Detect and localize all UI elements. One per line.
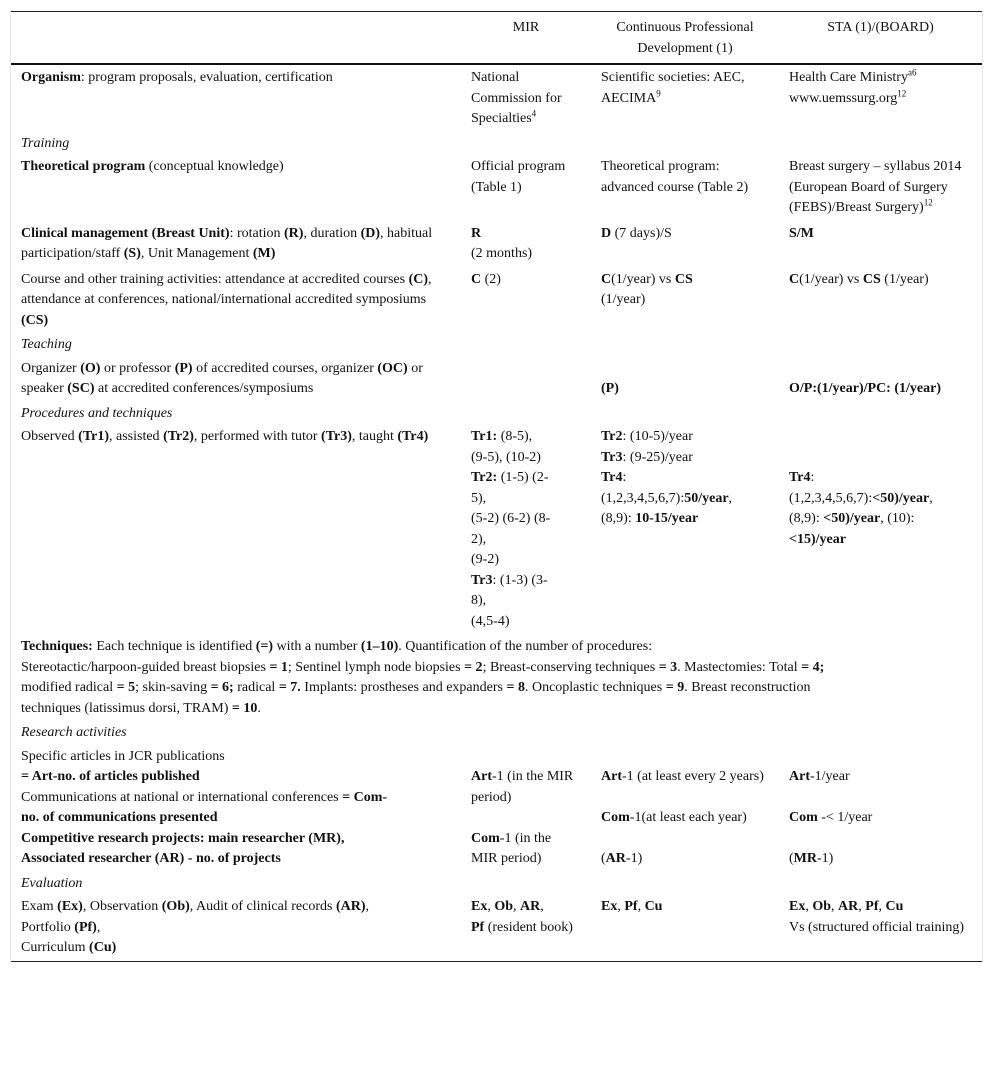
text: , [831, 899, 839, 914]
bold-text: AR [605, 851, 626, 866]
bold-text: O/P:(1/year)/PC: (1/year) [789, 381, 941, 396]
cell-criterion [11, 424, 461, 634]
bold-text: (O) [80, 360, 101, 376]
table-row [11, 744, 982, 872]
section-heading: Teaching [21, 337, 72, 352]
text: , Audit of clinical records [189, 899, 336, 914]
cell-cpd [591, 744, 779, 872]
bold-text: (R) [284, 225, 304, 241]
cell-criterion [11, 356, 461, 402]
text: , [513, 899, 521, 914]
text: Scientific societies: AEC, AECIMA [601, 70, 745, 106]
table-row [11, 64, 982, 132]
bold-text: <50)/year [823, 511, 881, 526]
bold-text: Com [601, 810, 630, 825]
text: Implants: prostheses and expanders [300, 680, 507, 695]
cell-mir [461, 221, 591, 267]
bold-text: Tr4 [789, 470, 811, 485]
training-comparison-table [11, 11, 982, 962]
text: (conceptual knowledge) [145, 159, 284, 174]
text: radical [233, 680, 279, 695]
bold-text: Tr1: [471, 429, 498, 444]
text: with a number [273, 639, 361, 654]
text: : (10-5)/year [622, 429, 693, 444]
cell-cpd [591, 221, 779, 267]
bold-text: = 9 [665, 680, 685, 695]
table-header-row [11, 12, 982, 65]
bold-text: CS [674, 271, 693, 287]
comparison-table-container [10, 11, 983, 962]
text: (1/year) vs [799, 271, 863, 287]
cell-cpd [591, 894, 779, 961]
bold-text: Art [471, 769, 492, 784]
header-mir: MIR [461, 12, 591, 65]
reference-superscript: a6 [907, 67, 917, 78]
table-row [11, 424, 982, 634]
bold-text: (S) [123, 246, 141, 261]
text: -1 (in the MIR period) [471, 830, 552, 866]
bold-text: Ob [812, 899, 832, 914]
section-heading-row [11, 333, 982, 356]
text: . Breast reconstruction techniques (latissimus dorsi, TRAM) [21, 680, 811, 716]
bold-text: Ex [601, 899, 618, 914]
text: National Commission for Specialties [471, 70, 562, 126]
text: Theoretical program: advanced course (Table 2) [601, 159, 749, 195]
cell-criterion [11, 744, 461, 872]
cell-criterion [11, 267, 461, 334]
text: , [540, 899, 544, 914]
bold-text: Techniques: [21, 639, 93, 654]
bold-text: Ob [494, 899, 514, 914]
text: -1) [625, 851, 643, 866]
text: : (1,2,3,4,5,6,7): [789, 470, 873, 506]
text: , [858, 899, 866, 914]
text: Each technique is identified [92, 639, 256, 654]
text: (resident book) [484, 919, 573, 935]
bold-text: (P) [601, 381, 619, 396]
bold-text: MR [793, 851, 817, 866]
cell-criterion [11, 154, 461, 221]
text: Breast surgery – syllabus 2014 (European Board of Surgery (FEBS)/Breast Surgery) [789, 159, 962, 215]
section-heading: Procedures and techniques [21, 405, 173, 421]
bold-text: Ex [789, 899, 806, 914]
bold-text: Tr3 [471, 572, 493, 588]
bold-text: (Tr2) [163, 429, 194, 444]
bold-text: (C) [408, 271, 429, 287]
bold-text: AR [838, 899, 859, 914]
text: , [637, 899, 645, 914]
text: (8-5), (9-5), (10-2) [471, 429, 541, 465]
cell-criterion [11, 64, 461, 132]
bold-text: Organism [21, 70, 81, 85]
bold-text: (1–10) [360, 639, 399, 654]
text: or professor [100, 360, 175, 376]
text: . Mastectomies: Total [677, 659, 802, 675]
table-row [11, 894, 982, 961]
bold-text: = 2 [464, 659, 483, 675]
bold-text: (D) [360, 225, 381, 241]
text: (2 months) [471, 246, 533, 261]
bold-text: R [471, 225, 482, 241]
text: , (8,9): [601, 490, 733, 526]
text: Exam [21, 899, 58, 914]
reference-superscript: 12 [923, 197, 933, 208]
bold-text: (M) [252, 246, 276, 261]
text: ; skin-saving [135, 680, 211, 695]
text: , taught [351, 429, 398, 444]
text: : program proposals, evaluation, certification [80, 70, 333, 85]
section-heading: Training [21, 135, 70, 151]
text: or speaker [21, 360, 423, 396]
text: -1(at least each year) ( [601, 810, 747, 866]
bold-text: Theoretical program [21, 159, 146, 174]
text: ; Breast-conserving techniques [482, 659, 659, 675]
text: , performed with tutor [193, 429, 322, 444]
cell-mir [461, 64, 591, 132]
text: (1/year) vs [611, 271, 675, 287]
section-heading-row [11, 721, 982, 744]
bold-text: = 10 [231, 700, 258, 716]
bold-text: = Art-no. of articles published [21, 769, 200, 784]
cell-mir [461, 154, 591, 221]
cell-sta-board [779, 744, 982, 872]
bold-text: = Com- no. of communications presented [21, 789, 388, 825]
text: Specific articles in JCR publications [21, 748, 225, 764]
bold-text: (Tr1) [78, 429, 109, 444]
text: modified radical [21, 680, 114, 695]
cell-sta-board [779, 894, 982, 961]
bold-text: (SC) [67, 381, 95, 396]
cell-sta-board [779, 64, 982, 132]
text: , (8,9): [789, 490, 933, 526]
bold-text: Tr2: [471, 470, 498, 485]
bold-text: <15)/year [789, 531, 846, 547]
text: , Portfolio [21, 899, 369, 935]
section-heading: Research activities [21, 725, 127, 740]
text: ; Sentinel lymph node biopsies [287, 659, 465, 675]
text: at accredited conferences/symposiums [94, 381, 314, 396]
text: , Observation [82, 899, 162, 914]
cell-sta-board [779, 424, 982, 634]
text: . [257, 700, 261, 716]
text: , [805, 899, 813, 914]
section-heading: Evaluation [21, 875, 83, 891]
cell-cpd [591, 424, 779, 634]
section-heading-row [11, 872, 982, 895]
bold-text: C [789, 271, 800, 287]
text: , Curriculum [21, 919, 101, 955]
text: Organizer [21, 360, 81, 376]
bold-text: Tr3 [601, 449, 623, 465]
bold-text: = 5 [116, 680, 136, 695]
bold-text: Pf [624, 899, 638, 914]
text: Communications at national or international conferences [21, 789, 339, 805]
bold-text: Cu [885, 899, 904, 914]
text: Observed [21, 429, 79, 444]
text: : (1,2,3,4,5,6,7): [601, 470, 685, 506]
bold-text: = 6; [210, 680, 234, 695]
cell-sta-board [779, 356, 982, 402]
cell-mir [461, 894, 591, 961]
table-row [11, 267, 982, 334]
header-cpd: Continuous Professional Development (1) [591, 12, 779, 65]
reference-superscript: 4 [531, 108, 537, 119]
text: Course and other training activities: attendance at accredited courses [21, 271, 409, 287]
bold-text: = 8 [506, 680, 525, 695]
cell-cpd [591, 267, 779, 334]
text: Health Care Ministry [789, 70, 908, 85]
text: : (1-3) (3- 8), (4,5-4) [471, 572, 548, 629]
bold-text: (P) [174, 360, 193, 376]
bold-text: = 7. [278, 680, 301, 695]
text: (1-5) (2- 5), (5-2) (6-2) (8- 2), (9-2) [471, 470, 551, 567]
bold-text: 10-15/year [635, 511, 699, 526]
text: , [487, 899, 495, 914]
text: , attendance at conferences, national/international accredited symposiums [21, 271, 432, 307]
bold-text: (Cu) [89, 940, 117, 955]
text: , habitual participation/staff [21, 225, 433, 261]
bold-text: (Ex) [57, 899, 83, 914]
cell-mir [461, 356, 591, 402]
bold-text: 50/year [684, 490, 729, 506]
text: . Oncoplastic techniques [524, 680, 666, 695]
text: (1/year) [601, 292, 646, 307]
bold-text: D [601, 225, 612, 241]
bold-text: Competitive research projects: main researcher (MR), Associated researcher (AR) - no. of projects [21, 830, 345, 866]
cell-sta-board [779, 221, 982, 267]
bold-text: S/M [789, 225, 814, 241]
bold-text: Art [789, 769, 810, 784]
text: -1 (in the MIR period) [471, 769, 574, 805]
bold-text: (Tr4) [397, 429, 429, 444]
bold-text: (CS) [21, 312, 49, 328]
cell-mir [461, 424, 591, 634]
table-row [11, 154, 982, 221]
bold-text: CS [862, 271, 881, 287]
bold-text: Cu [644, 899, 663, 914]
cell-cpd [591, 64, 779, 132]
bold-text: (AR) [335, 899, 366, 914]
cell-sta-board [779, 267, 982, 334]
bold-text: = 3 [658, 659, 678, 675]
bold-text: (Tr3) [321, 429, 352, 444]
cell-criterion [11, 221, 461, 267]
bold-text: Pf [865, 899, 879, 914]
cell-sta-board [779, 154, 982, 221]
cell-criterion [11, 894, 461, 961]
text: -< 1/year ( [789, 810, 873, 866]
techniques-note-row [11, 634, 982, 721]
bold-text: (OC) [377, 360, 408, 376]
text: Vs (structured official training) [789, 919, 965, 935]
bold-text: Ex [471, 899, 488, 914]
bold-text: Pf [471, 919, 485, 935]
table-row [11, 221, 982, 267]
header-empty [11, 12, 461, 65]
text: , (10): [880, 511, 915, 526]
text: (2) [481, 271, 501, 287]
techniques-note-cell [11, 634, 982, 721]
reference-superscript: 9 [656, 87, 661, 98]
text: -1 (at least every 2 years) [622, 769, 764, 784]
cell-mir [461, 744, 591, 872]
text: Official program (Table 1) [471, 159, 566, 195]
bold-text: AR [520, 899, 541, 914]
text: : rotation [229, 225, 284, 241]
text: , Unit Management [140, 246, 253, 261]
bold-text: Tr2 [601, 429, 623, 444]
bold-text: C [601, 271, 612, 287]
text: (7 days)/S [611, 225, 672, 241]
bold-text: C [471, 271, 482, 287]
cell-cpd [591, 154, 779, 221]
table-row [11, 356, 982, 402]
text: www.uemssurg.org [789, 90, 898, 106]
text: . Quantification of the number of procedures: Stereotactic/harpoon-guided breast biopsies [21, 639, 653, 675]
bold-text: = 1 [269, 659, 288, 675]
reference-superscript: 12 [897, 87, 907, 98]
text: , [617, 899, 625, 914]
text: -1) [817, 851, 834, 866]
text: -1/year [810, 769, 850, 784]
cell-mir [461, 267, 591, 334]
text: : (9-25)/year [622, 449, 693, 465]
bold-text: Com [471, 830, 500, 846]
bold-text: (Ob) [161, 899, 190, 914]
bold-text: Com [789, 810, 818, 825]
bold-text: (=) [255, 639, 274, 654]
text: of accredited courses, organizer [192, 360, 378, 376]
bold-text: <50)/year [872, 490, 930, 506]
text: (1/year) [880, 271, 929, 287]
text: , assisted [109, 429, 164, 444]
cell-cpd [591, 356, 779, 402]
bold-text: Clinical management (Breast Unit) [21, 225, 230, 241]
bold-text: = 4; [801, 659, 825, 675]
bold-text: Tr4 [601, 470, 623, 485]
bold-text: (Pf) [74, 919, 97, 935]
table-body [11, 64, 982, 961]
text: , duration [303, 225, 361, 241]
text: , [878, 899, 886, 914]
section-heading-row [11, 402, 982, 425]
bold-text: Art [601, 769, 622, 784]
section-heading-row [11, 132, 982, 155]
header-sta-board: STA (1)/(BOARD) [779, 12, 982, 65]
